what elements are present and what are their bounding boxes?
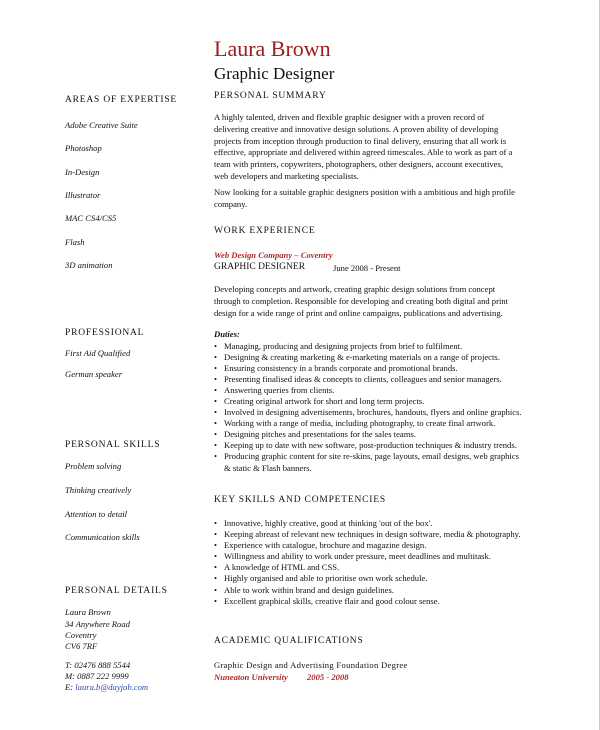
professional-item: First Aid Qualified xyxy=(65,348,131,358)
detail-postcode: CV6 7RF xyxy=(65,641,98,651)
expertise-item: Illustrator xyxy=(65,190,101,200)
work-experience-heading: WORK EXPERIENCE xyxy=(214,226,316,236)
professional-item: German speaker xyxy=(65,369,123,379)
personal-skills-heading: PERSONAL SKILLS xyxy=(65,440,161,450)
summary-line: effective, appropriate and delivered within agreed timescales. Able to work as part of a xyxy=(214,147,513,158)
expertise-item: Photoshop xyxy=(65,143,102,153)
expertise-item: 3D animation xyxy=(65,260,113,270)
job-description-line: through to completion. Responsible for developing and creating both digital and print xyxy=(214,296,509,307)
expertise-item: In-Design xyxy=(65,167,100,177)
summary-heading: PERSONAL SUMMARY xyxy=(214,91,327,101)
detail-telephone: T: 02476 888 5544 xyxy=(65,660,131,670)
list-item: • A knowledge of HTML and CSS. xyxy=(214,562,574,573)
list-item: • Managing, producing and designing projects from brief to fulfilment. xyxy=(214,341,574,352)
summary-line: web developers and marketing specialists. xyxy=(214,170,359,181)
summary-line: company. xyxy=(214,198,248,209)
list-item: • Innovative, highly creative, good at thinking 'out of the box'. xyxy=(214,518,574,529)
summary-line: projects from inception through production to final delivery, ensuring that all work is xyxy=(214,135,507,146)
summary-line: delivering creative and innovative design solutions. A proven ability of developing xyxy=(214,123,499,134)
list-item: • Working with a range of media, including photography, to create final artwork. xyxy=(214,418,574,429)
list-item: • Producing graphic content for site re-skins, page layouts, email designs, web graphics xyxy=(214,451,574,462)
summary-line: A highly talented, driven and flexible graphic designer with a proven record of xyxy=(214,112,485,122)
key-skills-list xyxy=(214,518,574,607)
expertise-item: Adobe Creative Suite xyxy=(65,120,138,130)
list-item: • Able to work within brand and design guidelines. xyxy=(214,585,574,596)
personal-skill-item: Attention to detail xyxy=(65,509,128,519)
resume-title: Graphic Designer xyxy=(214,64,335,83)
key-skills-heading: KEY SKILLS AND COMPETENCIES xyxy=(214,495,386,505)
list-item: • Designing & creating marketing & e-marketing materials on a range of projects. xyxy=(214,352,574,363)
detail-email-row xyxy=(65,682,148,692)
list-item: & static & Flash banners. xyxy=(224,462,312,473)
personal-skill-item: Problem solving xyxy=(65,461,122,471)
list-item: • Presenting finalised ideas & concepts to clients, colleagues and senior managers. xyxy=(214,374,574,385)
list-item: • Involved in designing advertisements, brochures, handouts, flyers and online graphics. xyxy=(214,407,574,418)
list-item: • Highly organised and able to prioritise own work schedule. xyxy=(214,573,574,584)
list-item: • Excellent graphical skills, creative flair and good colour sense. xyxy=(214,596,574,607)
expertise-heading: AREAS OF EXPERTISE xyxy=(65,95,178,105)
academic-heading: ACADEMIC QUALIFICATIONS xyxy=(214,636,364,646)
detail-email-prefix: E: xyxy=(65,682,76,692)
job-description xyxy=(214,283,564,320)
job-description-line: Developing concepts and artwork, creating graphic design solutions from concept xyxy=(214,284,496,294)
list-item: • Answering queries from clients. xyxy=(214,385,574,396)
list-item: • Willingness and ability to work under pressure, meet deadlines and multitask. xyxy=(214,551,574,562)
job-position: GRAPHIC DESIGNER xyxy=(214,262,306,272)
summary-line: team with printers, copywriters, photographers, other designers, account executives, xyxy=(214,159,503,170)
detail-address: 34 Anywhere Road xyxy=(65,619,130,629)
expertise-item: MAC CS4/CS5 xyxy=(65,213,117,223)
personal-skill-item: Thinking creatively xyxy=(65,485,132,495)
detail-mobile: M: 0887 222 9999 xyxy=(65,671,129,681)
job-description-line: design for a wide range of print and online campaigns, publications and advertising. xyxy=(214,308,503,319)
list-item: • Keeping abreast of relevant new techniques in design software, media & photography. xyxy=(214,529,574,540)
detail-city: Coventry xyxy=(65,630,97,640)
personal-skill-item: Communication skills xyxy=(65,532,140,542)
professional-heading: PROFESSIONAL xyxy=(65,328,145,338)
list-item: • Designing pitches and presentations for the sales teams. xyxy=(214,429,574,440)
company-name: Web Design Company – Coventry xyxy=(214,250,333,260)
detail-name: Laura Brown xyxy=(65,607,111,617)
list-item: • Ensuring consistency in a brands corporate and promotional brands. xyxy=(214,363,574,374)
resume-name: Laura Brown xyxy=(214,36,331,61)
degree-title: Graphic Design and Advertising Foundation Degree xyxy=(214,660,408,670)
summary-line: Now looking for a suitable graphic designers position with a ambitious and high profile xyxy=(214,187,515,197)
expertise-item: Flash xyxy=(65,237,85,247)
personal-details-heading: PERSONAL DETAILS xyxy=(65,586,168,596)
list-item: • Experience with catalogue, brochure and magazine design. xyxy=(214,540,574,551)
summary-paragraph xyxy=(214,112,564,183)
list-item: • Creating original artwork for short and long term projects. xyxy=(214,396,574,407)
duties-list xyxy=(214,341,574,474)
summary-objective xyxy=(214,187,564,211)
email-link[interactable]: laura.b@dayjob.com xyxy=(75,682,149,692)
duties-label: Duties: xyxy=(214,329,240,339)
list-item: • Keeping up to date with new software, post-production techniques & industry trends. xyxy=(214,440,574,451)
university-name: Nuneaton University xyxy=(214,672,288,682)
university-years: 2005 - 2008 xyxy=(307,672,349,682)
job-dates: June 2008 - Present xyxy=(333,263,401,273)
